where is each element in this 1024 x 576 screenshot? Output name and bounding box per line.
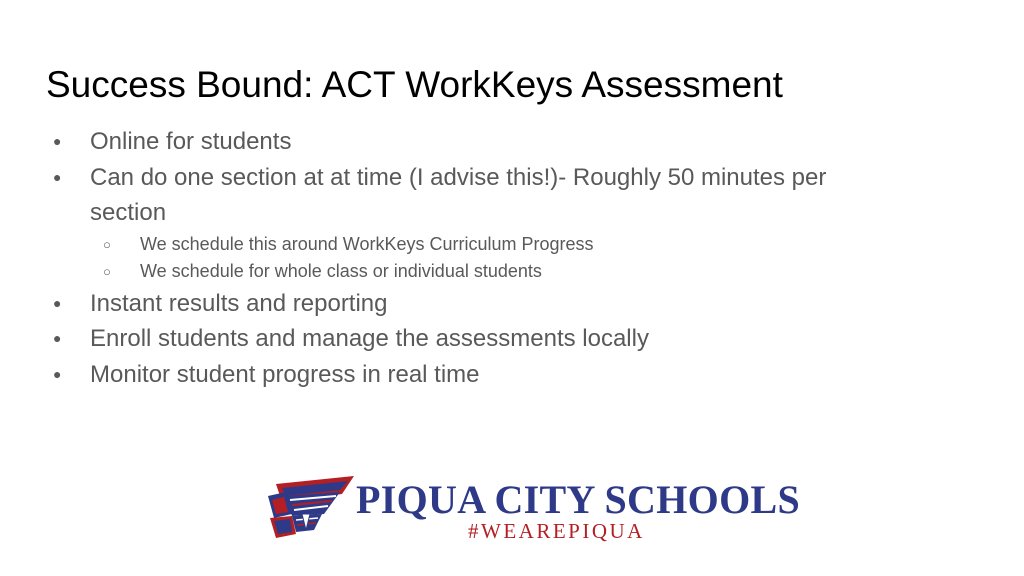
bullet-list — [0, 124, 1024, 392]
bullet-dot-icon: ● — [53, 330, 62, 346]
sub-bullet-item — [0, 231, 900, 259]
bullet-item — [0, 160, 890, 231]
school-logo — [262, 474, 801, 544]
bullet-item — [0, 124, 890, 160]
bullet-circle-icon: ○ — [103, 236, 111, 252]
logo-tagline: #WEAREPIQUA — [468, 519, 645, 543]
bullet-dot-icon: ● — [53, 168, 62, 185]
sub-bullet-text: We schedule this around WorkKeys Curriculum Progress — [140, 233, 594, 254]
bullet-text: Monitor student progress in real time — [90, 360, 480, 388]
bullet-item — [0, 357, 890, 393]
bullet-item — [0, 286, 890, 322]
bullet-text: Enroll students and manage the assessments locally — [90, 325, 649, 352]
bullet-text: Instant results and reporting — [90, 289, 388, 317]
sub-bullet-text: We schedule for whole class or individual students — [140, 261, 542, 281]
bullet-item — [0, 321, 890, 357]
bullet-dot-icon: ● — [53, 294, 62, 311]
slide-title: Success Bound: ACT WorkKeys Assessment — [46, 64, 783, 105]
bullet-circle-icon: ○ — [103, 264, 111, 279]
bullet-text: Can do one section at at time (I advise this!)- Roughly 50 minutes per section — [90, 163, 827, 226]
bullet-text: Online for students — [90, 128, 292, 155]
logo-school-name: PIQUA CITY SCHOOLS — [356, 477, 801, 522]
bullet-dot-icon: ● — [53, 133, 62, 149]
sub-bullet-item — [0, 258, 900, 286]
indian-head-emblem-icon — [262, 474, 358, 540]
bullet-dot-icon: ● — [53, 365, 62, 382]
